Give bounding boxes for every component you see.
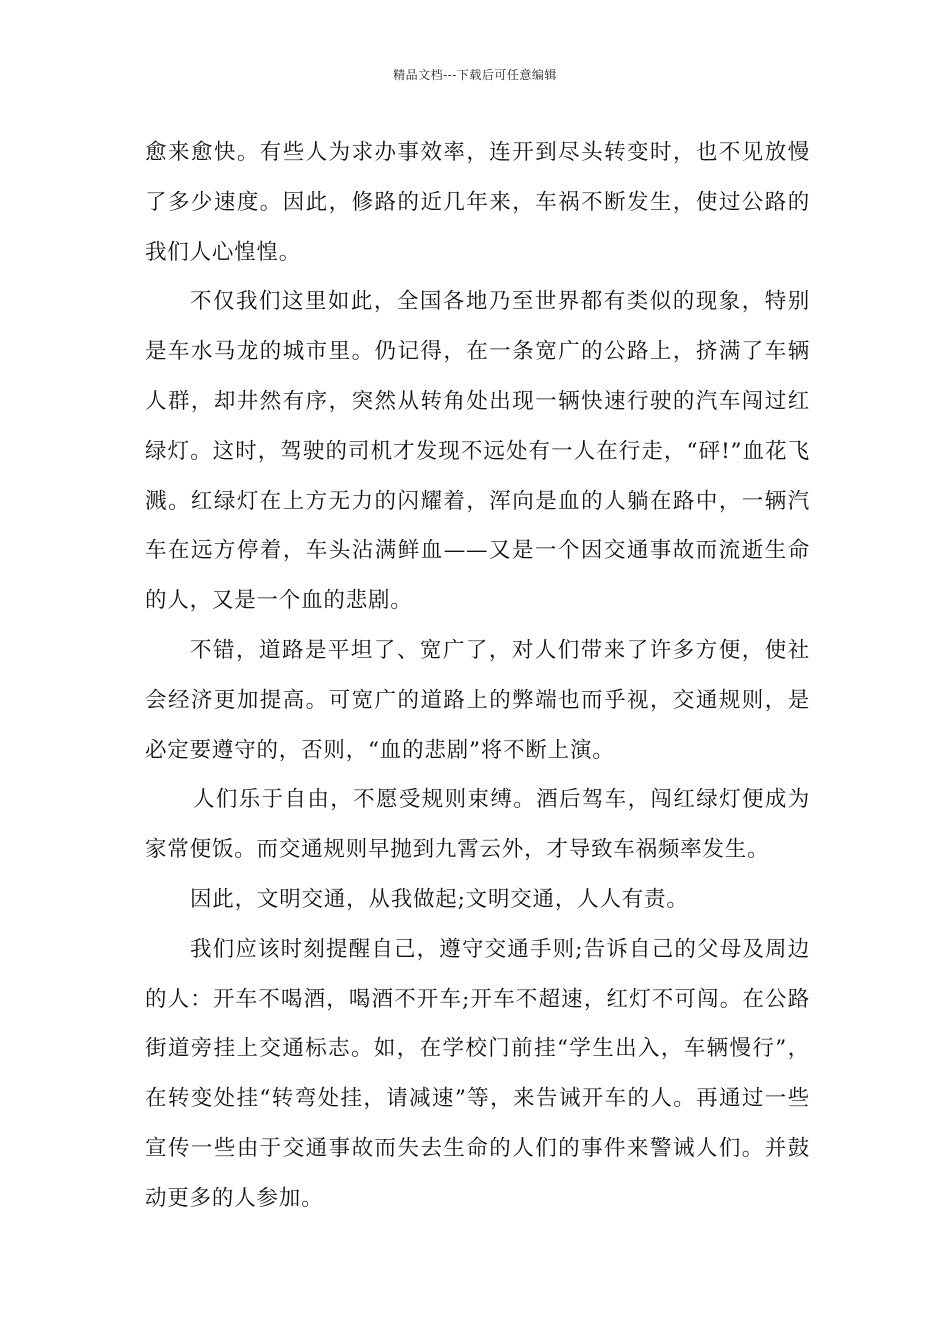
paragraph-2: 不仅我们这里如此，全国各地乃至世界都有类似的现象，特别是车水马龙的城市里。仍记得，在一条宽广的公路上，挤满了车辆人群，却井然有序，突然从转角处出现一辆快速行驶的汽车闯过红绿灯。这时，驾驶的司机才发现不远处有一人在行走，“砰!”血花飞溅。红绿灯在上方无力的闪耀着，浑向是血的人躺在路中，一辆汽车在远方停着，车头沾满鲜血——又是一个因交通事故而流逝生命的人，又是一个血的悲剧。 [145, 289, 810, 614]
paragraph-4: 人们乐于自由，不愿受规则束缚。酒后驾车，闯红绿灯便成为家常便饭。而交通规则早抛到九霄云外，才导致车祸频率发生。 [145, 787, 810, 863]
paragraph-1: 愈来愈快。有些人为求办事效率，连开到尽头转变时，也不见放慢了多少速度。因此，修路的近几年来，车祸不断发生，使过公路的我们人心惶惶。 [145, 140, 810, 265]
paragraph-5: 因此，文明交通，从我做起;文明交通，人人有责。 [190, 886, 689, 912]
page-header: 精品文档---下载后可任意编辑 [393, 68, 557, 82]
paragraph-3: 不错，道路是平坦了、宽广了，对人们带来了许多方便，使社会经济更加提高。可宽广的道路上的弊端也而乎视，交通规则，是必定要遵守的，否则，“血的悲剧”将不断上演。 [145, 637, 810, 763]
paragraph-6: 我们应该时刻提醒自己，遵守交通手则;告诉自己的父母及周边的人：开车不喝酒，喝酒不开车;开车不超速，红灯不可闯。在公路街道旁挂上交通标志。如，在学校门前挂“学生出入，车辆慢行”，在转变处挂“转弯处挂，请减速”等，来告诫开车的人。再通过一些宣传一些由于交通事故而失去生命的人们的事件来警诫人们。并鼓动更多的人参加。 [145, 936, 810, 1211]
document-body [145, 128, 810, 1224]
